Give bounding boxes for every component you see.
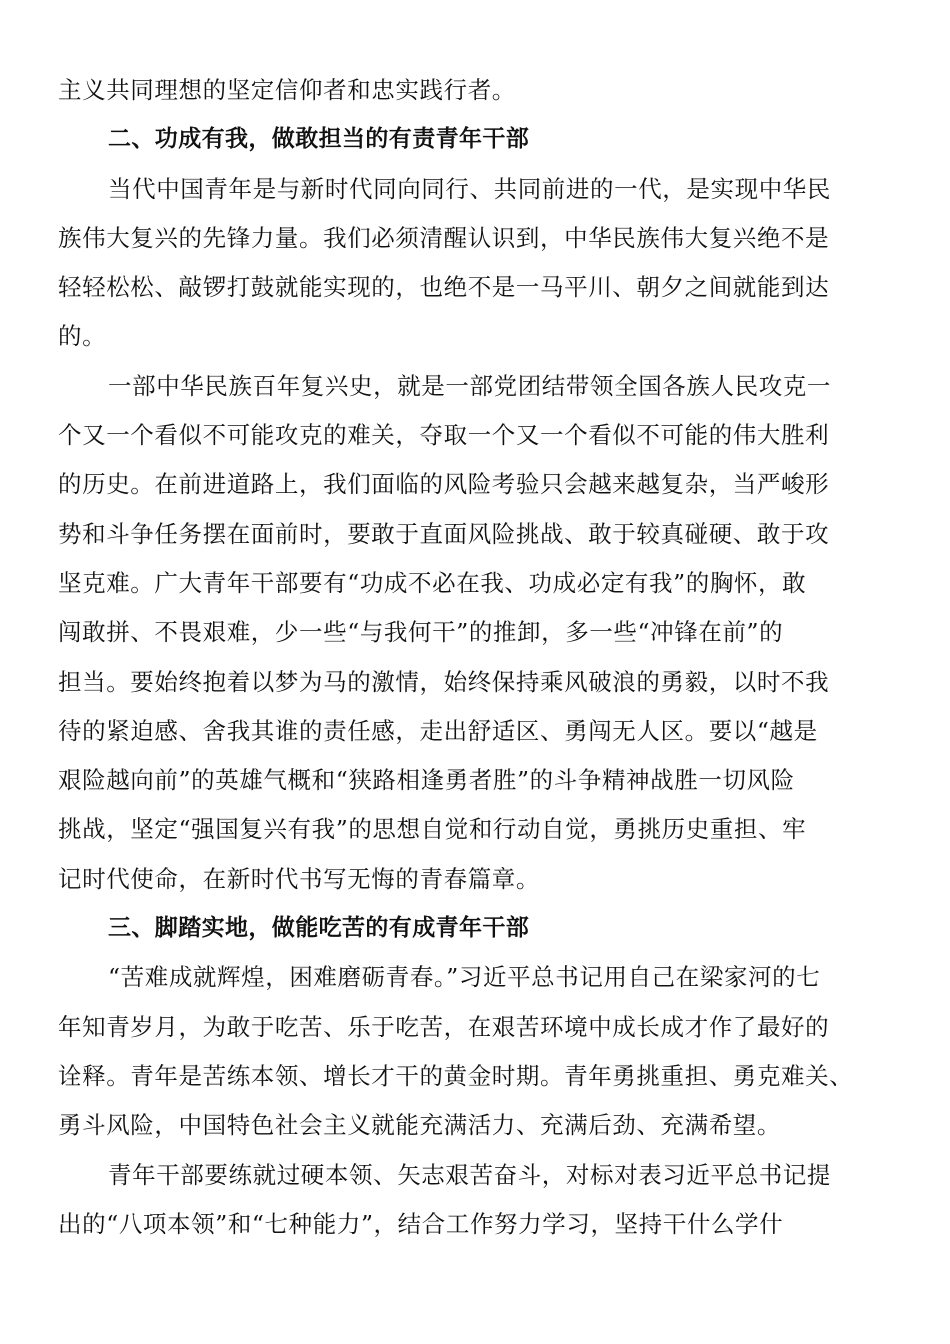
- paragraph-line: 势和斗争任务摆在面前时，要敢于直面风险挑战、敢于较真碰硬、敢于攻: [58, 519, 830, 548]
- paragraph-line: 担当。要始终抱着以梦为马的激情，始终保持乘风破浪的勇毅，以时不我: [58, 667, 830, 696]
- paragraph-line: 轻轻松松、敲锣打鼓就能实现的，也绝不是一马平川、朝夕之间就能到达: [58, 273, 830, 302]
- paragraph-line: 个又一个看似不可能攻克的难关，夺取一个又一个看似不可能的伟大胜利: [58, 421, 830, 450]
- paragraph-line: 主义共同理想的坚定信仰者和忠实践行者。: [58, 76, 516, 104]
- document-page: [58, 66, 898, 1249]
- paragraph-line: 记时代使命，在新时代书写无悔的青春篇章。: [58, 864, 540, 893]
- paragraph-line: 一部中华民族百年复兴史，就是一部党团结带领全国各族人民攻克一: [108, 371, 831, 400]
- paragraph-line: 的历史。在前进道路上，我们面临的风险考验只会越来越复杂，当严峻形: [58, 470, 830, 499]
- paragraph-line: “苦难成就辉煌，困难磨砺青春。”习近平总书记用自己在梁家河的七: [108, 963, 821, 992]
- paragraph-line: 青年干部要练就过硬本领、矢志艰苦奋斗，对标对表习近平总书记提: [108, 1160, 831, 1189]
- paragraph-line: 艰险越向前”的英雄气概和“狭路相逢勇者胜”的斗争精神战胜一切风险: [58, 766, 795, 795]
- paragraph-line: 当代中国青年是与新时代同向同行、共同前进的一代，是实现中华民: [108, 174, 831, 203]
- section-heading: 三、脚踏实地，做能吃苦的有成青年干部: [108, 915, 530, 942]
- paragraph-line: 族伟大复兴的先锋力量。我们必须清醒认识到，中华民族伟大复兴绝不是: [58, 223, 830, 252]
- section-heading: 二、功成有我，做敢担当的有责青年干部: [108, 126, 530, 153]
- paragraph-line: 的。: [58, 322, 107, 351]
- paragraph-line: 待的紧迫感、舍我其谁的责任感，走出舒适区、勇闯无人区。要以“越是: [58, 716, 818, 745]
- paragraph-line: 出的“八项本领”和“七种能力”，结合工作努力学习，坚持干什么学什: [58, 1209, 784, 1238]
- paragraph-line: 挑战，坚定“强国复兴有我”的思想自觉和行动自觉，勇挑历史重担、牢: [58, 815, 807, 844]
- paragraph-line: 勇斗风险，中国特色社会主义就能充满活力、充满后劲、充满希望。: [58, 1111, 781, 1140]
- paragraph-line: 闯敢拼、不畏艰难，少一些“与我何干”的推卸，多一些“冲锋在前”的: [58, 618, 784, 647]
- paragraph-line: 坚克难。广大青年干部要有“功成不必在我、功成必定有我”的胸怀，敢: [58, 568, 807, 597]
- paragraph-line: 年知青岁月，为敢于吃苦、乐于吃苦，在艰苦环境中成长成才作了最好的: [58, 1012, 830, 1041]
- paragraph-line: 诠释。青年是苦练本领、增长才干的黄金时期。青年勇挑重担、勇克难关、: [58, 1061, 854, 1090]
